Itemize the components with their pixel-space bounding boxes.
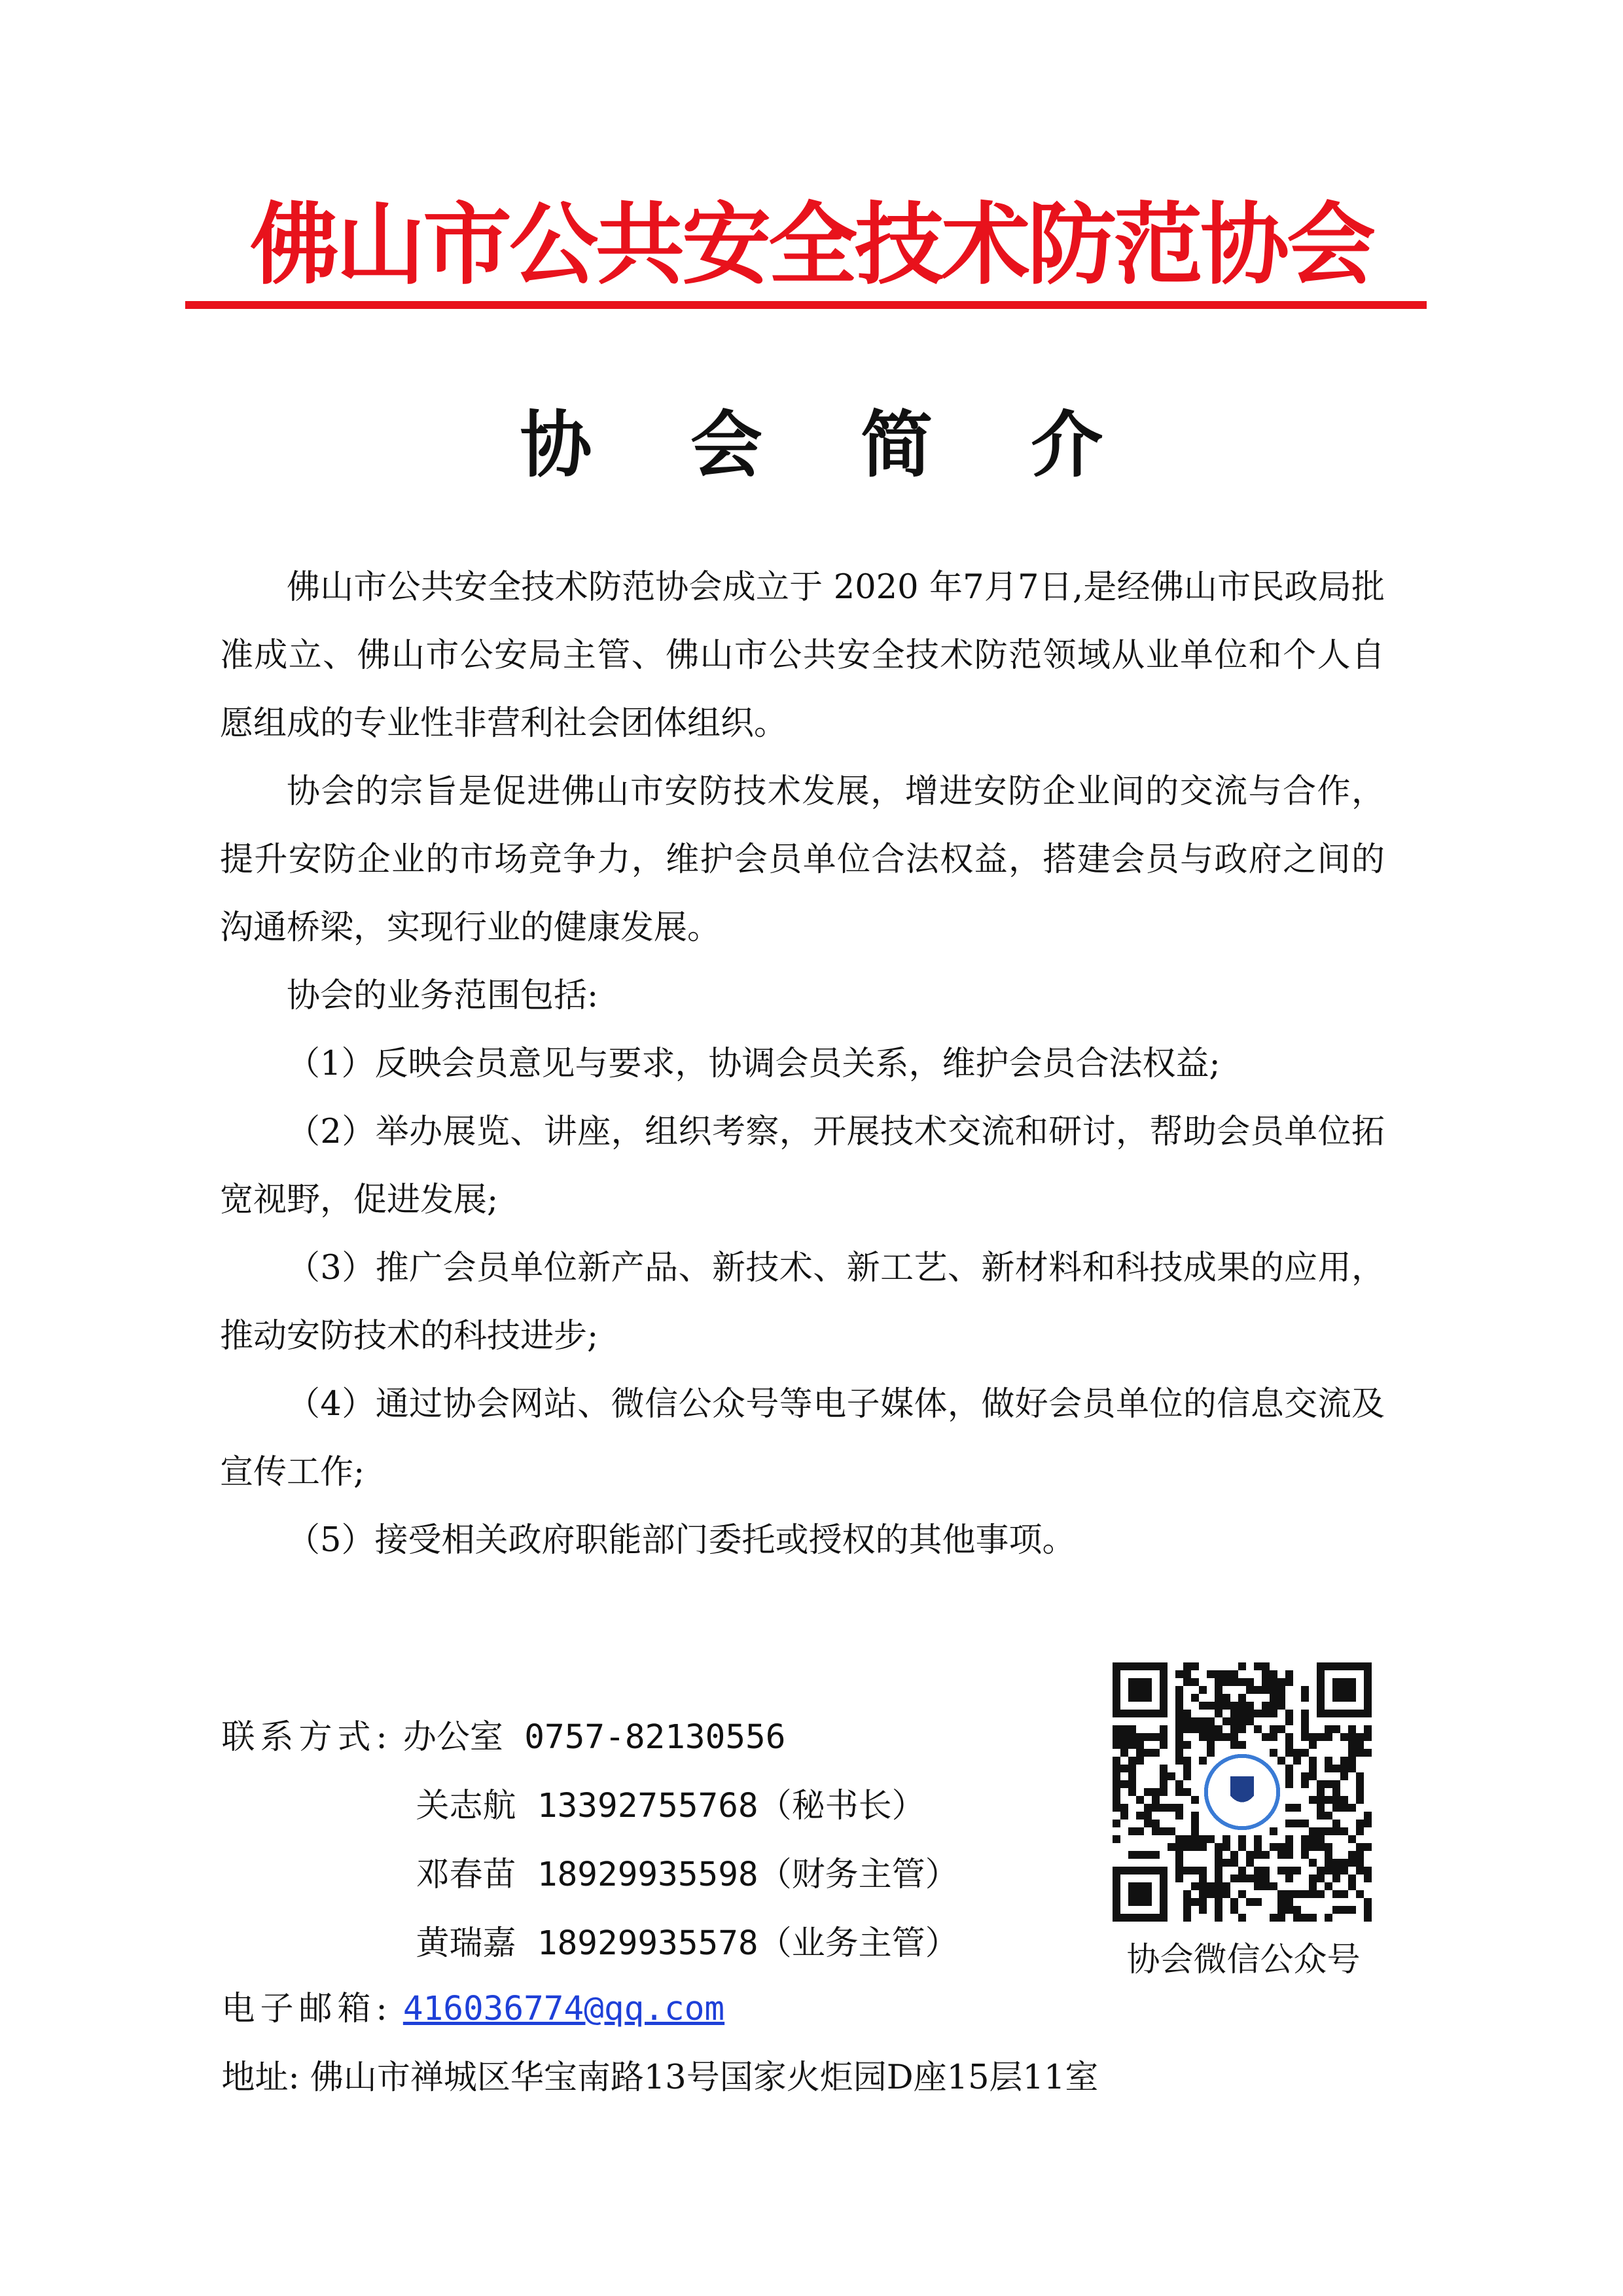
email-label: 电子邮箱: xyxy=(221,1990,393,2028)
address-row xyxy=(200,2009,1098,2101)
scope-item: （1）反映会员意见与要求，协调会员关系，维护会员合法权益; xyxy=(287,1045,1221,1083)
qr-caption: 协会微信公众号 xyxy=(1126,1941,1361,1979)
contact-phone: 18929935578 xyxy=(537,1924,758,1963)
contact-name: 邓春苗 xyxy=(416,1856,516,1894)
address-value: 佛山市禅城区华宝南路13号国家火炬园D座15层11室 xyxy=(310,2058,1099,2097)
contact-phone: 0757-82130556 xyxy=(524,1718,786,1757)
scope-item: （5）接受相关政府职能部门委托或授权的其他事项。 xyxy=(287,1521,1076,1560)
scope-item: （2）举办展览、讲座，组织考察，开展技术交流和研讨，帮助会员单位拓宽视野，促进发展; xyxy=(220,1113,1385,1219)
shield-icon xyxy=(1230,1776,1254,1803)
organization-header: 佛山市公共安全技术防范协会 xyxy=(250,194,1373,297)
scope-item: （4）通过协会网站、微信公众号等电子媒体，做好会员单位的信息交流及宣传工作; xyxy=(220,1385,1385,1492)
scope-item: （3）推广会员单位新产品、新技术、新工艺、新材料和科技成果的应用，推动安防技术的科技进步; xyxy=(220,1249,1385,1355)
document-title: 协 会 简 介 xyxy=(520,403,1140,487)
qr-code-icon xyxy=(1113,1662,1372,1922)
contact-name: 关志航 xyxy=(416,1787,516,1825)
intro-paragraph: 佛山市公共安全技术防范协会成立于 2020 年7月7日,是经佛山市民政局批准成立、佛山市公安局主管、佛山市公共安全技术防范领域从业单位和个人自愿组成的专业性非营利社会团体组织。 xyxy=(220,568,1385,743)
purpose-paragraph: 协会的宗旨是促进佛山市安防技术发展，增进安防企业间的交流与合作，提升安防企业的市场竞争力，维护会员单位合法权益，搭建会员与政府之间的沟通桥梁，实现行业的健康发展。 xyxy=(220,772,1385,947)
contact-label: 联系方式: xyxy=(221,1718,393,1757)
contact-role: （业务主管） xyxy=(758,1924,959,1963)
contact-role: （财务主管） xyxy=(758,1856,959,1894)
contact-name: 黄瑞嘉 xyxy=(416,1924,516,1963)
header-divider xyxy=(185,301,1427,309)
body-text xyxy=(220,554,1385,1575)
contact-name: 办公室 xyxy=(402,1718,503,1757)
contact-role: （秘书长） xyxy=(758,1787,925,1825)
scope-heading: 协会的业务范围包括: xyxy=(287,977,599,1015)
email-link[interactable]: 416036774@qq.com xyxy=(402,1990,725,2028)
contact-phone: 18929935598 xyxy=(537,1856,758,1894)
address-label: 地址: xyxy=(221,2058,300,2097)
contact-phone: 13392755768 xyxy=(537,1787,758,1825)
